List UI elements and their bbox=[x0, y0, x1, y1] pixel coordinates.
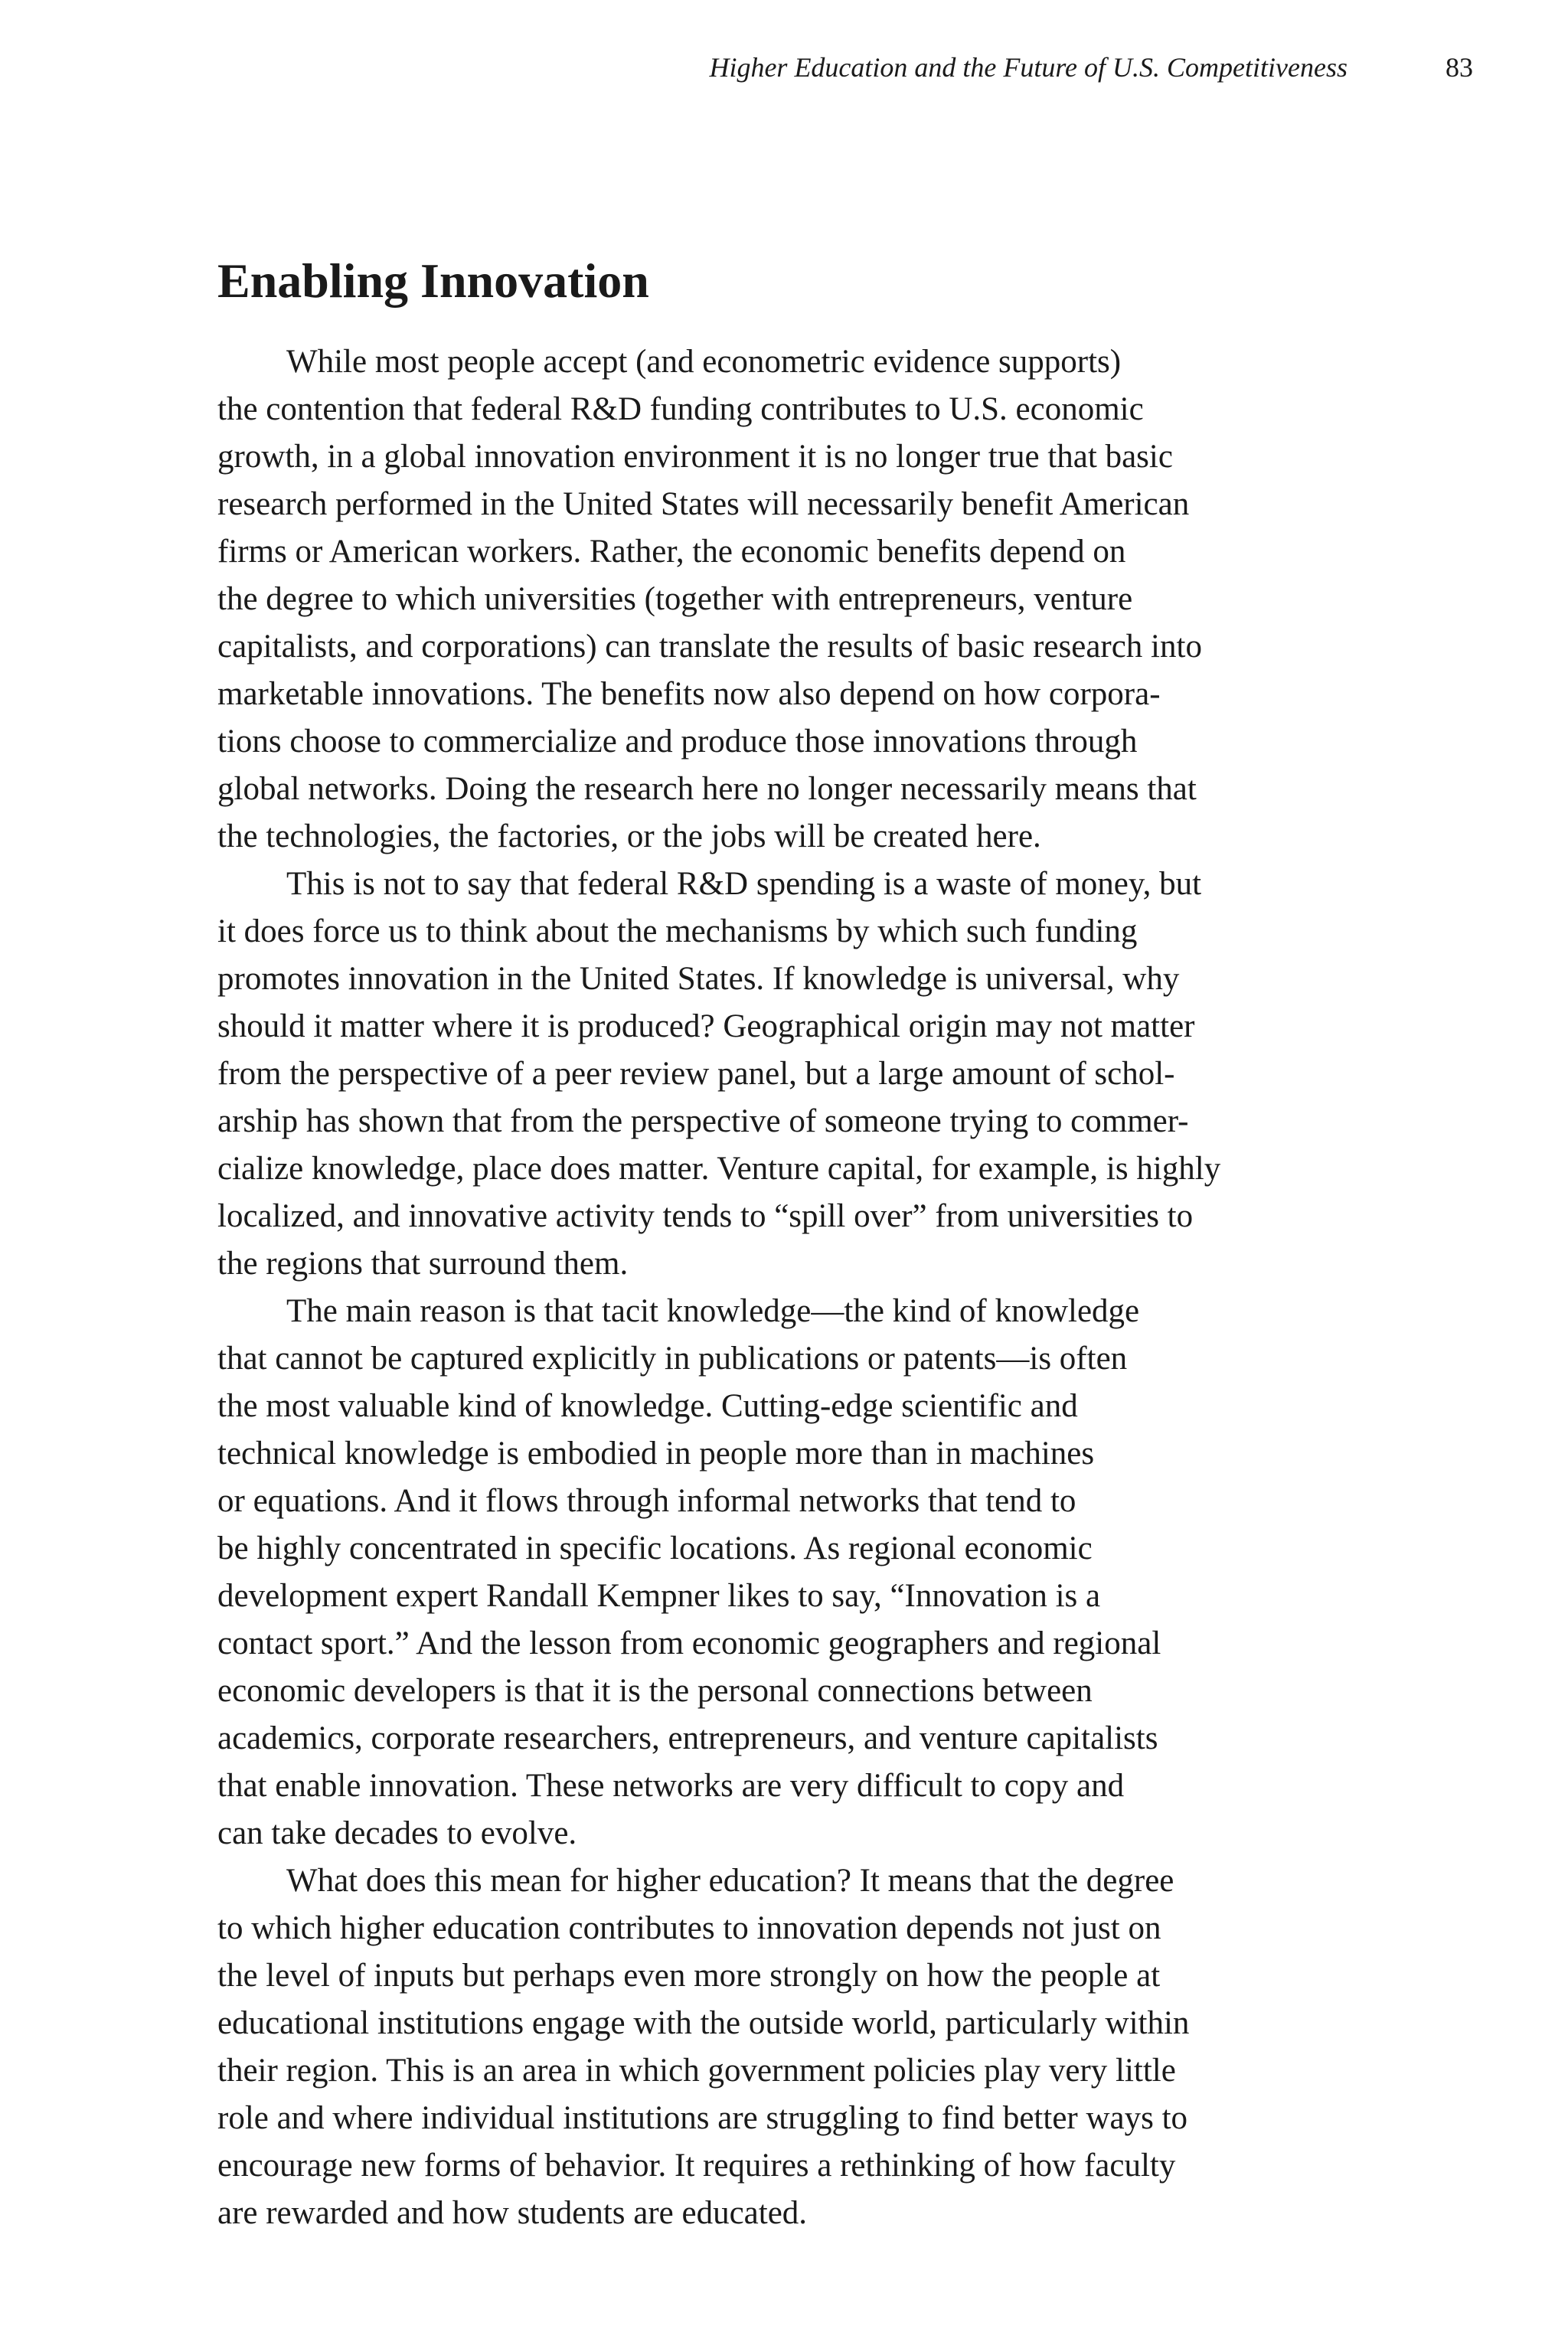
text-line: technical knowledge is embodied in people more than in machines bbox=[217, 1436, 1095, 1472]
text-line: This is not to say that federal R&D spending is a waste of money, but bbox=[286, 866, 1202, 902]
text-line: that enable innovation. These networks are very difficult to copy and bbox=[217, 1768, 1125, 1804]
paragraph-4 bbox=[217, 1857, 1351, 2237]
text-line: be highly concentrated in specific locations. As regional economic bbox=[217, 1530, 1093, 1566]
text-line: firms or American workers. Rather, the economic benefits depend on bbox=[217, 534, 1126, 570]
text-line: contact sport.” And the lesson from economic geographers and regional bbox=[217, 1625, 1161, 1661]
text-line: What does this mean for higher education? It means that the degree bbox=[286, 1863, 1174, 1899]
running-header bbox=[0, 47, 1568, 93]
text-line: research performed in the United States will necessarily benefit American bbox=[217, 486, 1190, 522]
text-line: the regions that surround them. bbox=[217, 1246, 629, 1282]
section-title: Enabling Innovation bbox=[217, 253, 649, 308]
text-line: localized, and innovative activity tends to “spill over” from universities to bbox=[217, 1198, 1194, 1234]
text-line: educational institutions engage with the outside world, particularly within bbox=[217, 2005, 1190, 2041]
page-number: 83 bbox=[1446, 52, 1473, 83]
text-line: The main reason is that tacit knowledge—the kind of knowledge bbox=[286, 1293, 1140, 1329]
text-line: the most valuable kind of knowledge. Cutting-edge scientific and bbox=[217, 1388, 1078, 1424]
text-line: cialize knowledge, place does matter. Venture capital, for example, is highly bbox=[217, 1151, 1221, 1187]
paragraph-3 bbox=[217, 1288, 1351, 1857]
text-line: or equations. And it flows through informal networks that tend to bbox=[217, 1483, 1076, 1519]
paragraph-2 bbox=[217, 861, 1351, 1288]
text-line: the degree to which universities (together with entrepreneurs, venture bbox=[217, 581, 1133, 617]
text-line: academics, corporate researchers, entrepreneurs, and venture capitalists bbox=[217, 1720, 1158, 1756]
text-line: capitalists, and corporations) can translate the results of basic research into bbox=[217, 629, 1202, 665]
text-line: that cannot be captured explicitly in publications or patents—is often bbox=[217, 1341, 1128, 1377]
text-line: should it matter where it is produced? Geographical origin may not matter bbox=[217, 1008, 1195, 1044]
text-line: the contention that federal R&D funding contributes to U.S. economic bbox=[217, 391, 1144, 427]
text-line: global networks. Doing the research here no longer necessarily means that bbox=[217, 771, 1197, 807]
text-line: to which higher education contributes to innovation depends not just on bbox=[217, 1910, 1161, 1946]
text-line: promotes innovation in the United States. If knowledge is universal, why bbox=[217, 961, 1180, 997]
text-line: growth, in a global innovation environment it is no longer true that basic bbox=[217, 439, 1173, 475]
text-line: encourage new forms of behavior. It requires a rethinking of how faculty bbox=[217, 2148, 1176, 2184]
paragraph-1 bbox=[217, 338, 1351, 861]
text-line: their region. This is an area in which government policies play very little bbox=[217, 2053, 1176, 2089]
text-line: arship has shown that from the perspective of someone trying to commer- bbox=[217, 1103, 1189, 1139]
text-line: development expert Randall Kempner likes to say, “Innovation is a bbox=[217, 1578, 1101, 1614]
text-line: the level of inputs but perhaps even more strongly on how the people at bbox=[217, 1958, 1161, 1994]
text-line: are rewarded and how students are educated. bbox=[217, 2195, 808, 2231]
text-line: it does force us to think about the mechanisms by which such funding bbox=[217, 913, 1138, 949]
text-line: can take decades to evolve. bbox=[217, 1815, 577, 1851]
text-line: role and where individual institutions are struggling to find better ways to bbox=[217, 2100, 1188, 2136]
body-text bbox=[217, 338, 1351, 2237]
text-line: While most people accept (and econometric evidence supports) bbox=[286, 344, 1122, 380]
text-line: tions choose to commercialize and produce those innovations through bbox=[217, 724, 1138, 760]
text-line: marketable innovations. The benefits now also depend on how corpora- bbox=[217, 676, 1161, 712]
running-title: Higher Education and the Future of U.S. Competitiveness bbox=[709, 52, 1348, 83]
text-line: from the perspective of a peer review panel, but a large amount of schol- bbox=[217, 1056, 1175, 1092]
text-line: economic developers is that it is the personal connections between bbox=[217, 1673, 1093, 1709]
text-line: the technologies, the factories, or the jobs will be created here. bbox=[217, 818, 1041, 854]
